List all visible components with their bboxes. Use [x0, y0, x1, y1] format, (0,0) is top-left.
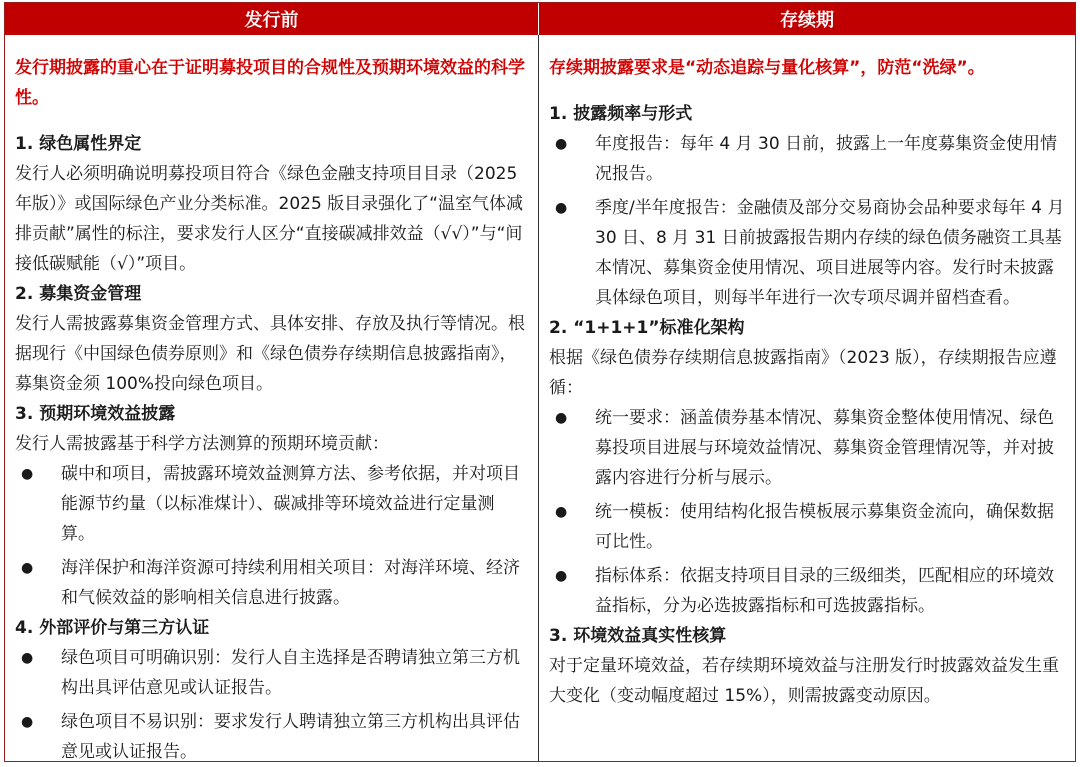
pre-issuance-lead: 发行期披露的重心在于证明募投项目的合规性及预期环境效益的科学性。 [15, 58, 525, 108]
section-verification-title: 3. 环境效益真实性核算 [549, 626, 727, 646]
section-green-attribute-title: 1. 绿色属性界定 [15, 134, 142, 154]
list-item: ● 统一模板：使用结构化报告模板展示募集资金流向，确保数据可比性。 [549, 497, 1065, 557]
body-row [5, 35, 1075, 761]
list-item: ● 碳中和项目，需披露环境效益测算方法、参考依据，并对项目能源节约量（以标准煤计）、碳减排等环境效益进行定量测算。 [15, 459, 528, 549]
duration-lead: 存续期披露要求是“动态追踪与量化核算”，防范“洗绿”。 [549, 58, 985, 78]
pre-issuance-column [5, 35, 539, 761]
section-external-review-title: 4. 外部评价与第三方认证 [15, 618, 210, 638]
frequency-list [549, 129, 1065, 313]
list-item: ● 季度/半年度报告：金融债及部分交易商协会品种要求每年 4 月 30 日、8 月 31 日前披露报告期内存续的绿色债务融资工具基本情况、募集资金使用情况、项目进展等内容。发行时未披露具体绿色项目，则每半年进行一次专项尽调并留档查看。 [549, 193, 1065, 313]
section-verification-text: 对于定量环境效益，若存续期环境效益与注册发行时披露效益发生重大变化（变动幅度超过 15%），则需披露变动原因。 [549, 656, 1059, 706]
list-item: ● 指标体系：依据支持项目目录的三级细类，匹配相应的环境效益指标，分为必选披露指标和可选披露指标。 [549, 561, 1065, 621]
header-duration: 存续期 [539, 3, 1075, 35]
section-expected-benefit-title: 3. 预期环境效益披露 [15, 404, 176, 424]
list-item: ● 绿色项目可明确识别：发行人自主选择是否聘请独立第三方机构出具评估意见或认证报告。 [15, 643, 528, 703]
header-pre-issuance: 发行前 [5, 3, 539, 35]
framework-list [549, 403, 1065, 621]
list-item: ● 统一要求：涵盖债券基本情况、募集资金整体使用情况、绿色募投项目进展与环境效益情况、募集资金管理情况等，并对披露内容进行分析与展示。 [549, 403, 1065, 493]
section-green-attribute-text: 发行人必须明确说明募投项目符合《绿色金融支持项目目录（2025 年版）》或国际绿色产业分类标准。2025 版目录强化了“温室气体减排贡献”属性的标注，要求发行人区分“直接碳减排效益（√√）”与“间接低碳赋能（√）”项目。 [15, 164, 523, 274]
list-item: ● 海洋保护和海洋资源可持续利用相关项目：对海洋环境、经济和气候效益的影响相关信息进行披露。 [15, 553, 528, 613]
section-fund-management-text: 发行人需披露募集资金管理方式、具体安排、存放及执行等情况。根据现行《中国绿色债券原则》和《绿色债券存续期信息披露指南》，募集资金须 100%投向绿色项目。 [15, 314, 525, 394]
section-expected-benefit-text: 发行人需披露基于科学方法测算的预期环境贡献： [15, 434, 389, 454]
section-framework-title: 2. “1+1+1”标准化架构 [549, 318, 745, 338]
list-item: ● 绿色项目不易识别：要求发行人聘请独立第三方机构出具评估意见或认证报告。 [15, 707, 528, 767]
expected-benefit-list [15, 459, 528, 613]
external-review-list [15, 643, 528, 767]
comparison-table [4, 2, 1076, 762]
list-item: ● 年度报告：每年 4 月 30 日前，披露上一年度募集资金使用情况报告。 [549, 129, 1065, 189]
header-row [5, 3, 1075, 35]
duration-column [539, 35, 1075, 761]
section-framework-text: 根据《绿色债券存续期信息披露指南》（2023 版），存续期报告应遵循： [549, 348, 1057, 398]
section-frequency-title: 1. 披露频率与形式 [549, 104, 693, 124]
section-fund-management-title: 2. 募集资金管理 [15, 284, 142, 304]
